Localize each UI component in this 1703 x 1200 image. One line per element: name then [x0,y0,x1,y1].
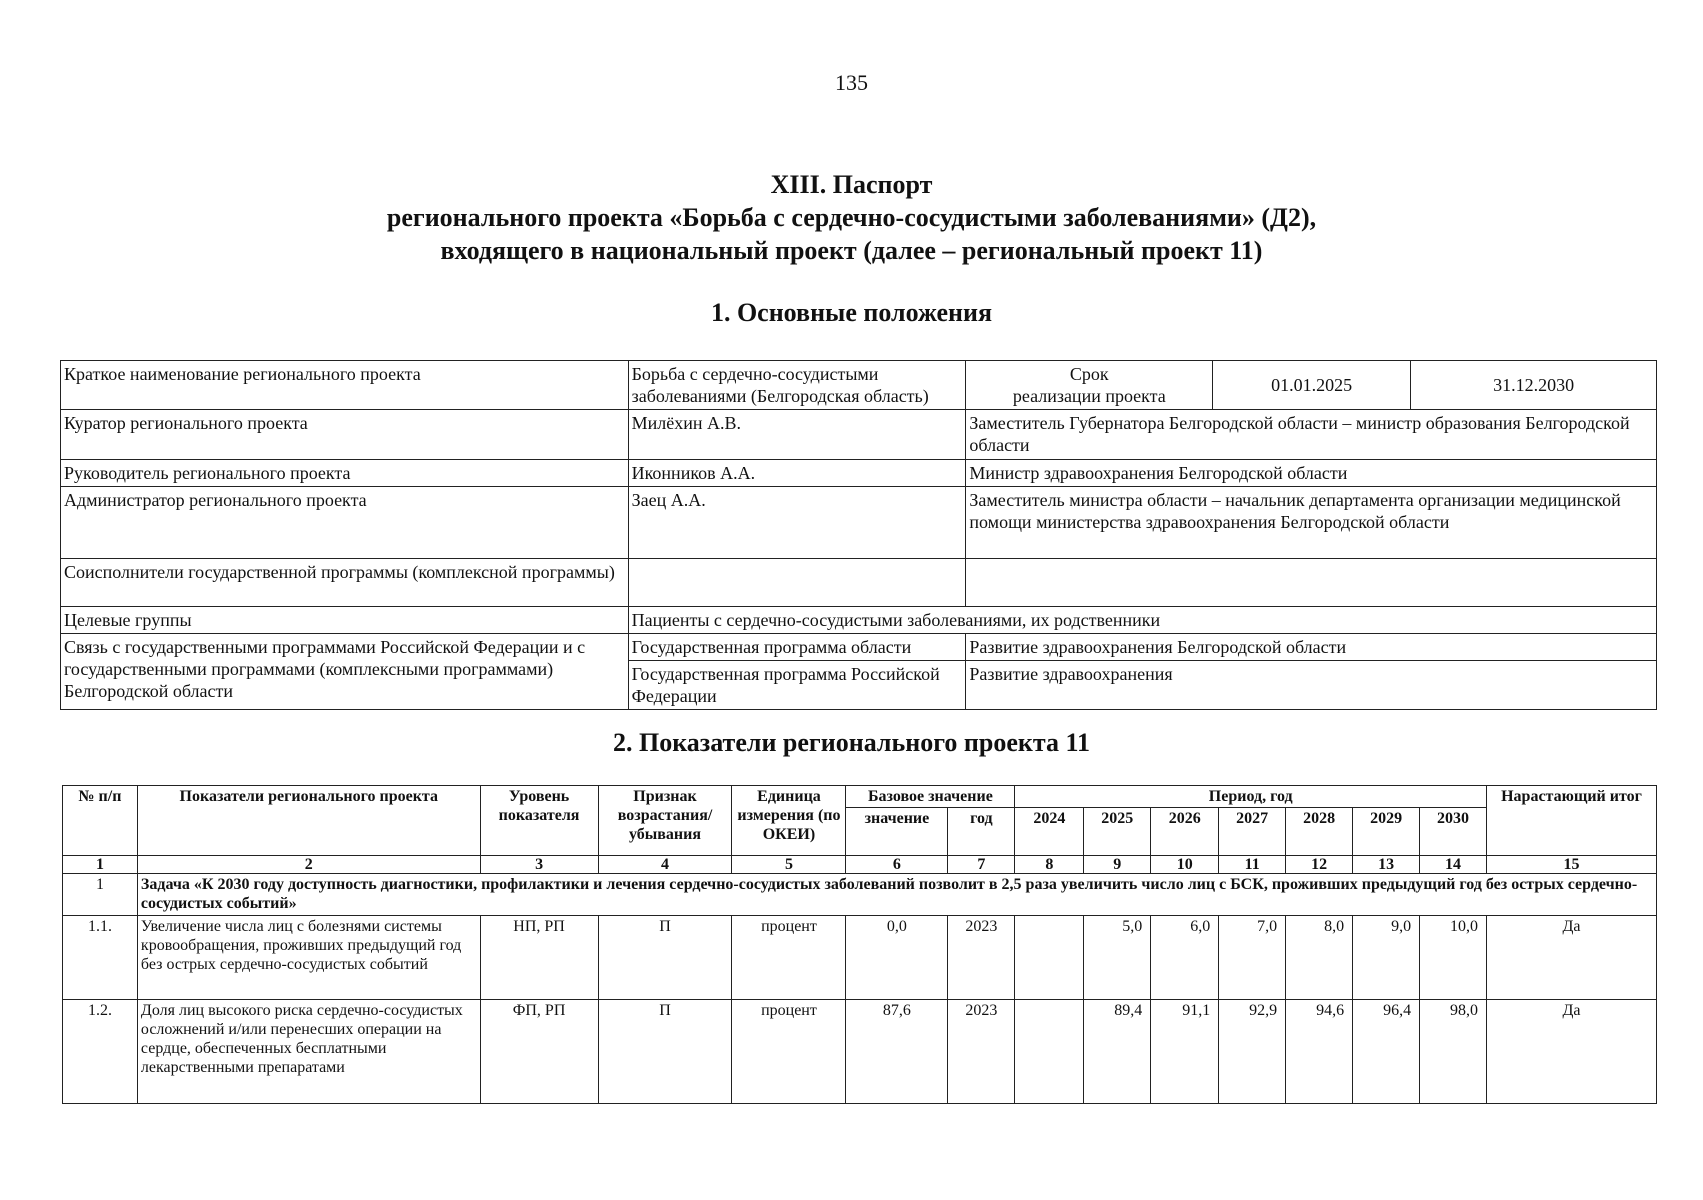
short-name-label: Краткое наименование регионального проекта [61,361,629,410]
indicator-unit: процент [732,1000,846,1104]
title-line-1: XIII. Паспорт [770,170,933,199]
cumulative-flag: Да [1487,916,1657,1000]
table-row [61,607,1657,634]
federal-program-value: Развитие здравоохранения [966,661,1657,710]
federal-program-label: Государственная программа Российской Федерации [628,661,966,710]
term-label-line-2: реализации проекта [1012,386,1166,406]
target-groups-value: Пациенты с сердечно-сосудистыми заболеваниями, их родственники [628,607,1656,634]
coexecutors-extra [966,559,1657,607]
value-2025: 5,0 [1084,916,1151,1000]
column-index: 11 [1219,856,1286,874]
column-index: 13 [1353,856,1420,874]
base-value: 87,6 [846,1000,948,1104]
coexecutors-label: Соисполнители государственной программы (комплексной программы) [61,559,629,607]
value-2026: 91,1 [1151,1000,1219,1104]
document-title [0,168,1703,267]
header-level: Уровень показателя [480,786,598,856]
column-index: 5 [732,856,846,874]
indicator-name: Увеличение числа лиц с болезнями системы кровообращения, проживших предыдущий год без острых сердечно-сосудистых событий [137,916,480,1000]
value-2029: 96,4 [1353,1000,1420,1104]
section-2-heading: 2. Показатели регионального проекта 11 [612,728,1091,757]
value-2030: 10,0 [1420,916,1487,1000]
indicator-sign: П [598,916,732,1000]
page-number: 135 [835,70,868,95]
header-year: 2029 [1353,808,1420,856]
admin-position: Заместитель министра области – начальник департамента организации медицинской помощи министерства здравоохранения Белгородской области [966,487,1657,559]
table-row [63,916,1657,1000]
program-link-label: Связь с государственными программами Российской Федерации и с государственными программами (комплексными программами) Белгородской области [61,634,629,710]
base-year: 2023 [948,916,1015,1000]
column-index: 8 [1015,856,1084,874]
coexecutors-value [628,559,966,607]
curator-position: Заместитель Губернатора Белгородской области – министр образования Белгородской области [966,410,1657,460]
column-index: 15 [1487,856,1657,874]
header-sign: Признак возрастания/ убывания [598,786,732,856]
term-label [966,361,1213,410]
value-2024 [1015,1000,1084,1104]
header-cumulative: Нарастающий итог [1487,786,1657,856]
indicator-sign: П [598,1000,732,1104]
indicators-table [62,785,1657,1104]
header-indicator: Показатели регионального проекта [137,786,480,856]
curator-label: Куратор регионального проекта [61,410,629,460]
column-index: 10 [1151,856,1219,874]
column-index: 12 [1286,856,1353,874]
regional-program-label: Государственная программа области [628,634,966,661]
header-period: Период, год [1015,786,1487,808]
regional-program-value: Развитие здравоохранения Белгородской области [966,634,1657,661]
title-line-2: регионального проекта «Борьба с сердечно-сосудистыми заболеваниями» (Д2), [386,203,1317,232]
target-groups-label: Целевые группы [61,607,629,634]
admin-name: Заец А.А. [628,487,966,559]
task-number: 1 [63,874,138,916]
short-name-value: Борьба с сердечно-сосудистыми заболеваниями (Белгородская область) [628,361,966,410]
row-number: 1.1. [63,916,138,1000]
value-2026: 6,0 [1151,916,1219,1000]
header-base: Базовое значение [846,786,1015,808]
cumulative-flag: Да [1487,1000,1657,1104]
curator-name: Милёхин А.В. [628,410,966,460]
task-row [63,874,1657,916]
value-2027: 92,9 [1219,1000,1286,1104]
header-row-1 [63,786,1657,808]
end-date: 31.12.2030 [1411,361,1657,410]
value-2028: 8,0 [1286,916,1353,1000]
indicator-name: Доля лиц высокого риска сердечно-сосудистых осложнений и/или перенесших операции на сердце, обеспеченных бесплатными лекарственными препаратами [137,1000,480,1104]
header-year: 2024 [1015,808,1084,856]
value-2030: 98,0 [1420,1000,1487,1104]
header-year: 2030 [1420,808,1487,856]
head-name: Иконников А.А. [628,460,966,487]
base-value: 0,0 [846,916,948,1000]
base-year: 2023 [948,1000,1015,1104]
indicator-level: ФП, РП [480,1000,598,1104]
header-year: 2027 [1219,808,1286,856]
admin-label: Администратор регионального проекта [61,487,629,559]
table-row [61,487,1657,559]
table-row [61,361,1657,410]
title-line-3: входящего в национальный проект (далее – региональный проект 11) [440,236,1263,265]
header-year: 2026 [1151,808,1219,856]
section-1-heading: 1. Основные положения [710,298,993,327]
header-year: 2028 [1286,808,1353,856]
column-index: 4 [598,856,732,874]
table-row [63,1000,1657,1104]
task-text: Задача «К 2030 году доступность диагностики, профилактики и лечения сердечно-сосудистых заболеваний позволит в 2,5 раза увеличить число лиц с БСК, проживших предыдущий год без острых сердечно-сосудистых событий» [137,874,1656,916]
indicator-unit: процент [732,916,846,1000]
table-row [61,410,1657,460]
value-2029: 9,0 [1353,916,1420,1000]
value-2027: 7,0 [1219,916,1286,1000]
head-label: Руководитель регионального проекта [61,460,629,487]
start-date: 01.01.2025 [1213,361,1411,410]
header-base-value: значение [846,808,948,856]
basic-provisions-table [60,360,1657,710]
column-index: 1 [63,856,138,874]
value-2024 [1015,916,1084,1000]
table-row [61,460,1657,487]
indicator-level: НП, РП [480,916,598,1000]
value-2025: 89,4 [1084,1000,1151,1104]
header-num: № п/п [63,786,138,856]
header-year: 2025 [1084,808,1151,856]
column-index: 3 [480,856,598,874]
column-index: 9 [1084,856,1151,874]
head-position: Министр здравоохранения Белгородской области [966,460,1657,487]
value-2028: 94,6 [1286,1000,1353,1104]
header-base-year: год [948,808,1015,856]
header-unit: Единица измерения (по ОКЕИ) [732,786,846,856]
column-index: 6 [846,856,948,874]
column-index: 7 [948,856,1015,874]
row-number: 1.2. [63,1000,138,1104]
column-index: 2 [137,856,480,874]
column-index-row [63,856,1657,874]
column-index: 14 [1420,856,1487,874]
table-row [61,634,1657,661]
table-row [61,559,1657,607]
term-label-line-1: Срок [1069,364,1109,384]
